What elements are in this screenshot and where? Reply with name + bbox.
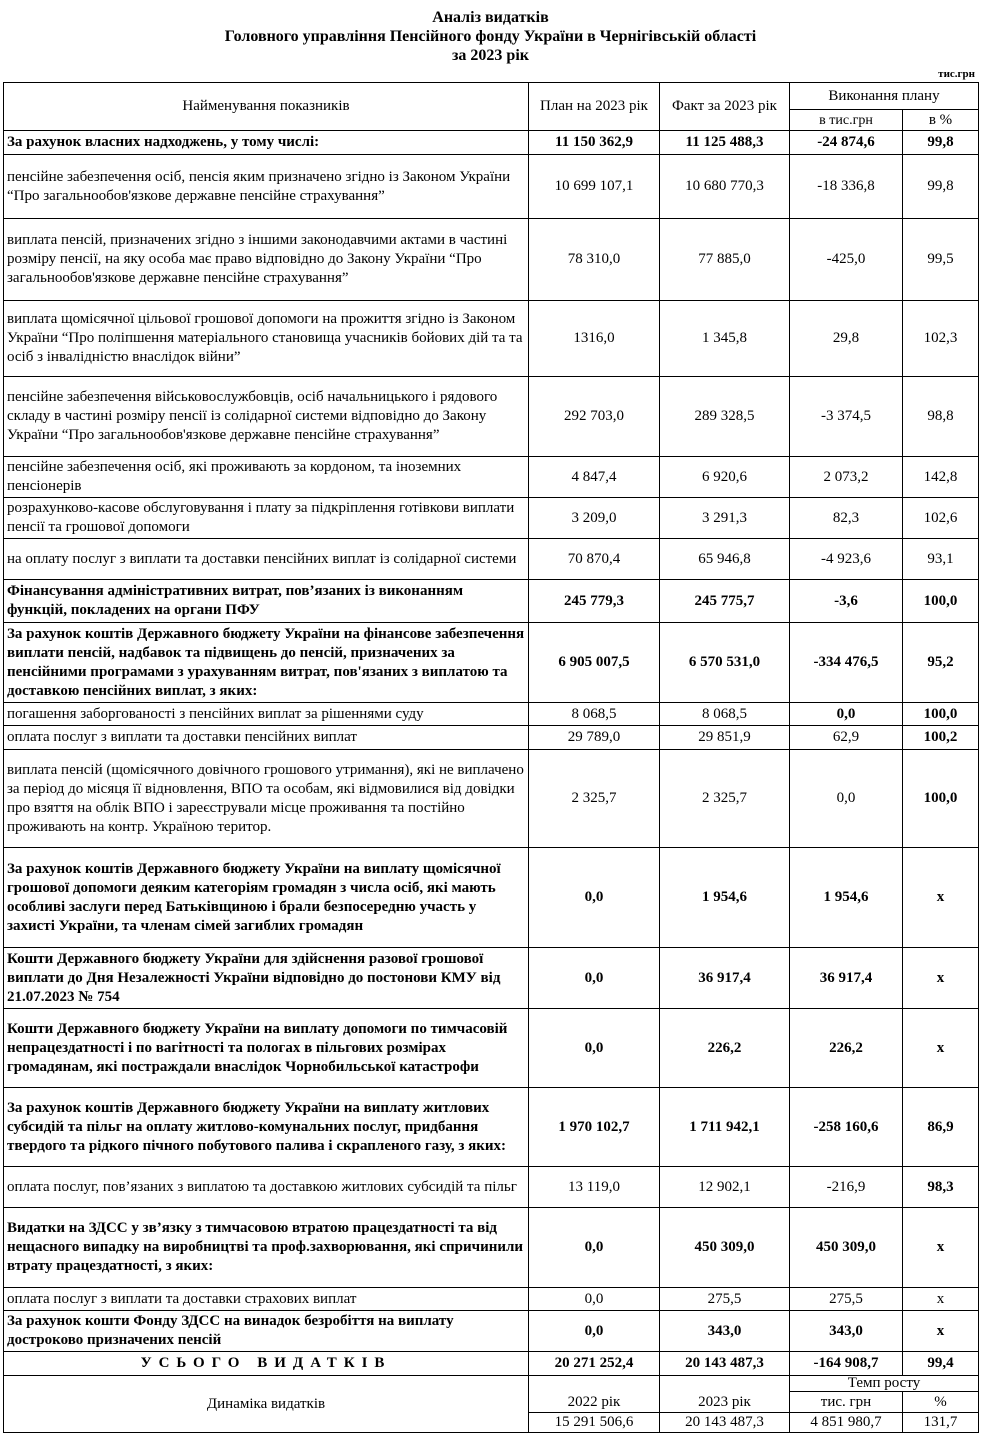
dynamics-2022-header: 2022 рік bbox=[529, 1376, 660, 1413]
row-abs: 29,8 bbox=[790, 301, 903, 377]
row-name: Видатки на ЗДСС у зв’язку з тимчасовою втратою працездатності та від нещасного випадку на виробництві та проф.захворювання, які спричинили втрату працездатності, з яких: bbox=[4, 1208, 529, 1288]
table-row bbox=[4, 219, 979, 301]
row-name: Кошти Державного бюджету України на виплату допомоги по тимчасовій непрацездатності і по вагітності та пологах в пільгових розмірах громадянам, які постраждали внаслідок Чорнобильської катастрофи bbox=[4, 1009, 529, 1088]
title-line-3: за 2023 рік bbox=[452, 47, 529, 64]
row-name: Фінансування адміністративних витрат, пов’язаних із виконанням функцій, покладених на органи ПФУ bbox=[4, 580, 529, 623]
row-pct: х bbox=[903, 1311, 979, 1352]
row-plan: 245 779,3 bbox=[529, 580, 660, 623]
row-pct: 95,2 bbox=[903, 623, 979, 703]
row-pct: х bbox=[903, 1288, 979, 1311]
header-pct: в % bbox=[903, 110, 979, 131]
row-pct: 102,6 bbox=[903, 498, 979, 539]
table-row bbox=[4, 377, 979, 457]
dynamics-2023-value: 20 143 487,3 bbox=[660, 1413, 790, 1433]
row-pct: 98,8 bbox=[903, 377, 979, 457]
row-plan: 1316,0 bbox=[529, 301, 660, 377]
row-name: пенсійне забезпечення осіб, які проживають за кордоном, та іноземних пенсіонерів bbox=[4, 457, 529, 498]
row-plan: 70 870,4 bbox=[529, 539, 660, 580]
row-pct: 100,0 bbox=[903, 580, 979, 623]
row-name: виплата пенсій (щомісячного довічного грошового утримання), які не виплачено за період до місяця її відновлення, ВПО та особам, які відмовилися від довідки про взяття на облік ВПО і зареєстрували місце проживання та постійно проживають на контр. Україною територ. bbox=[4, 750, 529, 848]
row-pct: х bbox=[903, 948, 979, 1009]
row-fact: 6 570 531,0 bbox=[660, 623, 790, 703]
table-row bbox=[4, 1311, 979, 1352]
row-name: За рахунок коштів Державного бюджету України на виплату щомісячної грошової допомоги деяким категоріям громадян з числа осіб, які мають особливі заслуги перед Батьківщиною і брали безпосередню участь у захисті України, та членам сімей загиблих громадян bbox=[4, 848, 529, 948]
row-fact: 8 068,5 bbox=[660, 703, 790, 726]
row-abs: 450 309,0 bbox=[790, 1208, 903, 1288]
table-row bbox=[4, 155, 979, 219]
row-abs: -3,6 bbox=[790, 580, 903, 623]
row-abs: -24 874,6 bbox=[790, 131, 903, 155]
row-abs: -4 923,6 bbox=[790, 539, 903, 580]
row-pct: 102,3 bbox=[903, 301, 979, 377]
row-plan: 3 209,0 bbox=[529, 498, 660, 539]
row-name: За рахунок коштів Державного бюджету України на виплату житлових субсидій та пільг на оплату житлово-комунальних послуг, придбання твердого та рідкого пічного побутового палива і скрапленого газу, з яких: bbox=[4, 1088, 529, 1167]
row-fact: 36 917,4 bbox=[660, 948, 790, 1009]
row-pct: 86,9 bbox=[903, 1088, 979, 1167]
row-plan: 4 847,4 bbox=[529, 457, 660, 498]
row-fact: 77 885,0 bbox=[660, 219, 790, 301]
dynamics-growth-header: Темп росту bbox=[790, 1376, 979, 1392]
row-pct: 99,5 bbox=[903, 219, 979, 301]
row-name: За рахунок кошти Фонду ЗДСС на винадок безробіття на виплату достроково призначених пенсій bbox=[4, 1311, 529, 1352]
row-abs: 343,0 bbox=[790, 1311, 903, 1352]
header-plan: План на 2023 рік bbox=[529, 83, 660, 131]
row-abs: -216,9 bbox=[790, 1167, 903, 1208]
row-abs: 275,5 bbox=[790, 1288, 903, 1311]
table-row bbox=[4, 301, 979, 377]
row-pct: 100,0 bbox=[903, 750, 979, 848]
row-abs: -258 160,6 bbox=[790, 1088, 903, 1167]
row-plan: 29 789,0 bbox=[529, 726, 660, 750]
row-plan: 6 905 007,5 bbox=[529, 623, 660, 703]
table-row bbox=[4, 1009, 979, 1088]
table-row bbox=[4, 539, 979, 580]
row-name: оплата послуг, пов’язаних з виплатою та доставкою житлових субсидій та пільг bbox=[4, 1167, 529, 1208]
row-pct: х bbox=[903, 848, 979, 948]
dynamics-pct-value: 131,7 bbox=[903, 1413, 979, 1433]
row-fact: 275,5 bbox=[660, 1288, 790, 1311]
row-fact: 65 946,8 bbox=[660, 539, 790, 580]
row-abs: 36 917,4 bbox=[790, 948, 903, 1009]
table-row bbox=[4, 726, 979, 750]
row-fact: 289 328,5 bbox=[660, 377, 790, 457]
row-name: погашення заборгованості з пенсійних виплат за рішеннями суду bbox=[4, 703, 529, 726]
dynamics-abs-value: 4 851 980,7 bbox=[790, 1413, 903, 1433]
row-fact: 343,0 bbox=[660, 1311, 790, 1352]
row-abs: 2 073,2 bbox=[790, 457, 903, 498]
table-row bbox=[4, 848, 979, 948]
header-name: Найменування показників bbox=[4, 83, 529, 131]
row-fact: 10 680 770,3 bbox=[660, 155, 790, 219]
total-pct: 99,4 bbox=[903, 1352, 979, 1376]
table-row bbox=[4, 1288, 979, 1311]
row-plan: 0,0 bbox=[529, 1311, 660, 1352]
row-abs: -425,0 bbox=[790, 219, 903, 301]
report-title bbox=[0, 8, 981, 65]
row-abs: -18 336,8 bbox=[790, 155, 903, 219]
row-name: виплата пенсій, призначених згідно з іншими законодавчими актами в частині розміру пенсії, на яку особа має право відповідно до Закону України “Про загальнообов'язкове державне пенсійне страхування” bbox=[4, 219, 529, 301]
row-name: Кошти Державного бюджету України для здійснення разової грошової виплати до Дня Незалежності України відповідно до постонови КМУ від 21.07.2023 № 754 bbox=[4, 948, 529, 1009]
dynamics-label: Динаміка видатків bbox=[4, 1376, 529, 1433]
row-pct: 98,3 bbox=[903, 1167, 979, 1208]
row-fact: 1 711 942,1 bbox=[660, 1088, 790, 1167]
row-pct: х bbox=[903, 1009, 979, 1088]
row-abs: 82,3 bbox=[790, 498, 903, 539]
row-name: розрахунково-касове обслуговування і плату за підкріплення готівкови виплати пенсії та грошової допомоги bbox=[4, 498, 529, 539]
row-name: За рахунок власних надходжень, у тому числі: bbox=[4, 131, 529, 155]
row-fact: 245 775,7 bbox=[660, 580, 790, 623]
row-name: оплата послуг з виплати та доставки пенсійних виплат bbox=[4, 726, 529, 750]
total-label: УСЬОГО ВИДАТКІВ bbox=[4, 1352, 529, 1376]
dynamics-2023-header: 2023 рік bbox=[660, 1376, 790, 1413]
row-plan: 8 068,5 bbox=[529, 703, 660, 726]
row-fact: 3 291,3 bbox=[660, 498, 790, 539]
row-plan: 1 970 102,7 bbox=[529, 1088, 660, 1167]
row-name: За рахунок коштів Державного бюджету України на фінансове забезпечення виплати пенсій, надбавок та підвищень до пенсій, призначених за пенсійними програмами з урахуванням витрат, пов'язаних з виплатою та доставкою пенсійних виплат, з яких: bbox=[4, 623, 529, 703]
table-row bbox=[4, 703, 979, 726]
row-fact: 1 345,8 bbox=[660, 301, 790, 377]
row-plan: 10 699 107,1 bbox=[529, 155, 660, 219]
row-name: пенсійне забезпечення осіб, пенсія яким призначено згідно із Законом України “Про загальнообов'язкове державне пенсійне страхування” bbox=[4, 155, 529, 219]
row-name: пенсійне забезпечення військовослужбовців, осіб начальницького і рядового складу в частині розміру пенсії із солідарної системи відповідно до Закону України “Про загальнообов'язкове державне пенсійне страхування” bbox=[4, 377, 529, 457]
row-plan: 2 325,7 bbox=[529, 750, 660, 848]
row-fact: 29 851,9 bbox=[660, 726, 790, 750]
table-row bbox=[4, 750, 979, 848]
row-plan: 292 703,0 bbox=[529, 377, 660, 457]
row-abs: 0,0 bbox=[790, 750, 903, 848]
row-abs: 62,9 bbox=[790, 726, 903, 750]
row-plan: 0,0 bbox=[529, 948, 660, 1009]
row-abs: 0,0 bbox=[790, 703, 903, 726]
table-row bbox=[4, 623, 979, 703]
row-abs: 1 954,6 bbox=[790, 848, 903, 948]
header-row bbox=[4, 83, 979, 110]
table-row bbox=[4, 580, 979, 623]
total-fact: 20 143 487,3 bbox=[660, 1352, 790, 1376]
dynamics-abs-header: тис. грн bbox=[790, 1392, 903, 1413]
row-plan: 0,0 bbox=[529, 1009, 660, 1088]
row-fact: 11 125 488,3 bbox=[660, 131, 790, 155]
row-pct: 99,8 bbox=[903, 155, 979, 219]
unit-label: тис.грн bbox=[938, 68, 975, 80]
row-name: виплата щомісячної цільової грошової допомоги на прожиття згідно із Законом України “Про поліпшення матеріального становища учасників бойових дій та та осіб з інвалідністю внаслідок війни” bbox=[4, 301, 529, 377]
dynamics-pct-header: % bbox=[903, 1392, 979, 1413]
row-plan: 78 310,0 bbox=[529, 219, 660, 301]
header-fact: Факт за 2023 рік bbox=[660, 83, 790, 131]
row-plan: 0,0 bbox=[529, 848, 660, 948]
row-fact: 2 325,7 bbox=[660, 750, 790, 848]
row-pct: 142,8 bbox=[903, 457, 979, 498]
row-pct: 99,8 bbox=[903, 131, 979, 155]
row-fact: 226,2 bbox=[660, 1009, 790, 1088]
row-plan: 0,0 bbox=[529, 1288, 660, 1311]
row-plan: 11 150 362,9 bbox=[529, 131, 660, 155]
row-fact: 12 902,1 bbox=[660, 1167, 790, 1208]
table-row bbox=[4, 1208, 979, 1288]
row-pct: х bbox=[903, 1208, 979, 1288]
table-row bbox=[4, 457, 979, 498]
dynamics-header-row bbox=[4, 1376, 979, 1392]
title-line-2: Головного управління Пенсійного фонду України в Чернігівській області bbox=[224, 28, 757, 45]
table-row bbox=[4, 498, 979, 539]
row-abs: 226,2 bbox=[790, 1009, 903, 1088]
table-row bbox=[4, 948, 979, 1009]
table-row bbox=[4, 1088, 979, 1167]
total-abs: -164 908,7 bbox=[790, 1352, 903, 1376]
row-pct: 93,1 bbox=[903, 539, 979, 580]
row-name: на оплату послуг з виплати та доставки пенсійних виплат із солідарної системи bbox=[4, 539, 529, 580]
row-plan: 13 119,0 bbox=[529, 1167, 660, 1208]
row-plan: 0,0 bbox=[529, 1208, 660, 1288]
row-abs: -334 476,5 bbox=[790, 623, 903, 703]
header-abs: в тис.грн bbox=[790, 110, 903, 131]
table-row bbox=[4, 131, 979, 155]
total-plan: 20 271 252,4 bbox=[529, 1352, 660, 1376]
dynamics-2022-value: 15 291 506,6 bbox=[529, 1413, 660, 1433]
row-fact: 450 309,0 bbox=[660, 1208, 790, 1288]
total-row bbox=[4, 1352, 979, 1376]
row-pct: 100,2 bbox=[903, 726, 979, 750]
row-fact: 6 920,6 bbox=[660, 457, 790, 498]
row-abs: -3 374,5 bbox=[790, 377, 903, 457]
row-fact: 1 954,6 bbox=[660, 848, 790, 948]
row-name: оплата послуг з виплати та доставки страхових виплат bbox=[4, 1288, 529, 1311]
expenses-table bbox=[3, 82, 979, 1433]
title-line-1: Аналіз видатків bbox=[432, 9, 549, 26]
header-execution: Виконання плану bbox=[790, 83, 979, 110]
row-pct: 100,0 bbox=[903, 703, 979, 726]
table-row bbox=[4, 1167, 979, 1208]
